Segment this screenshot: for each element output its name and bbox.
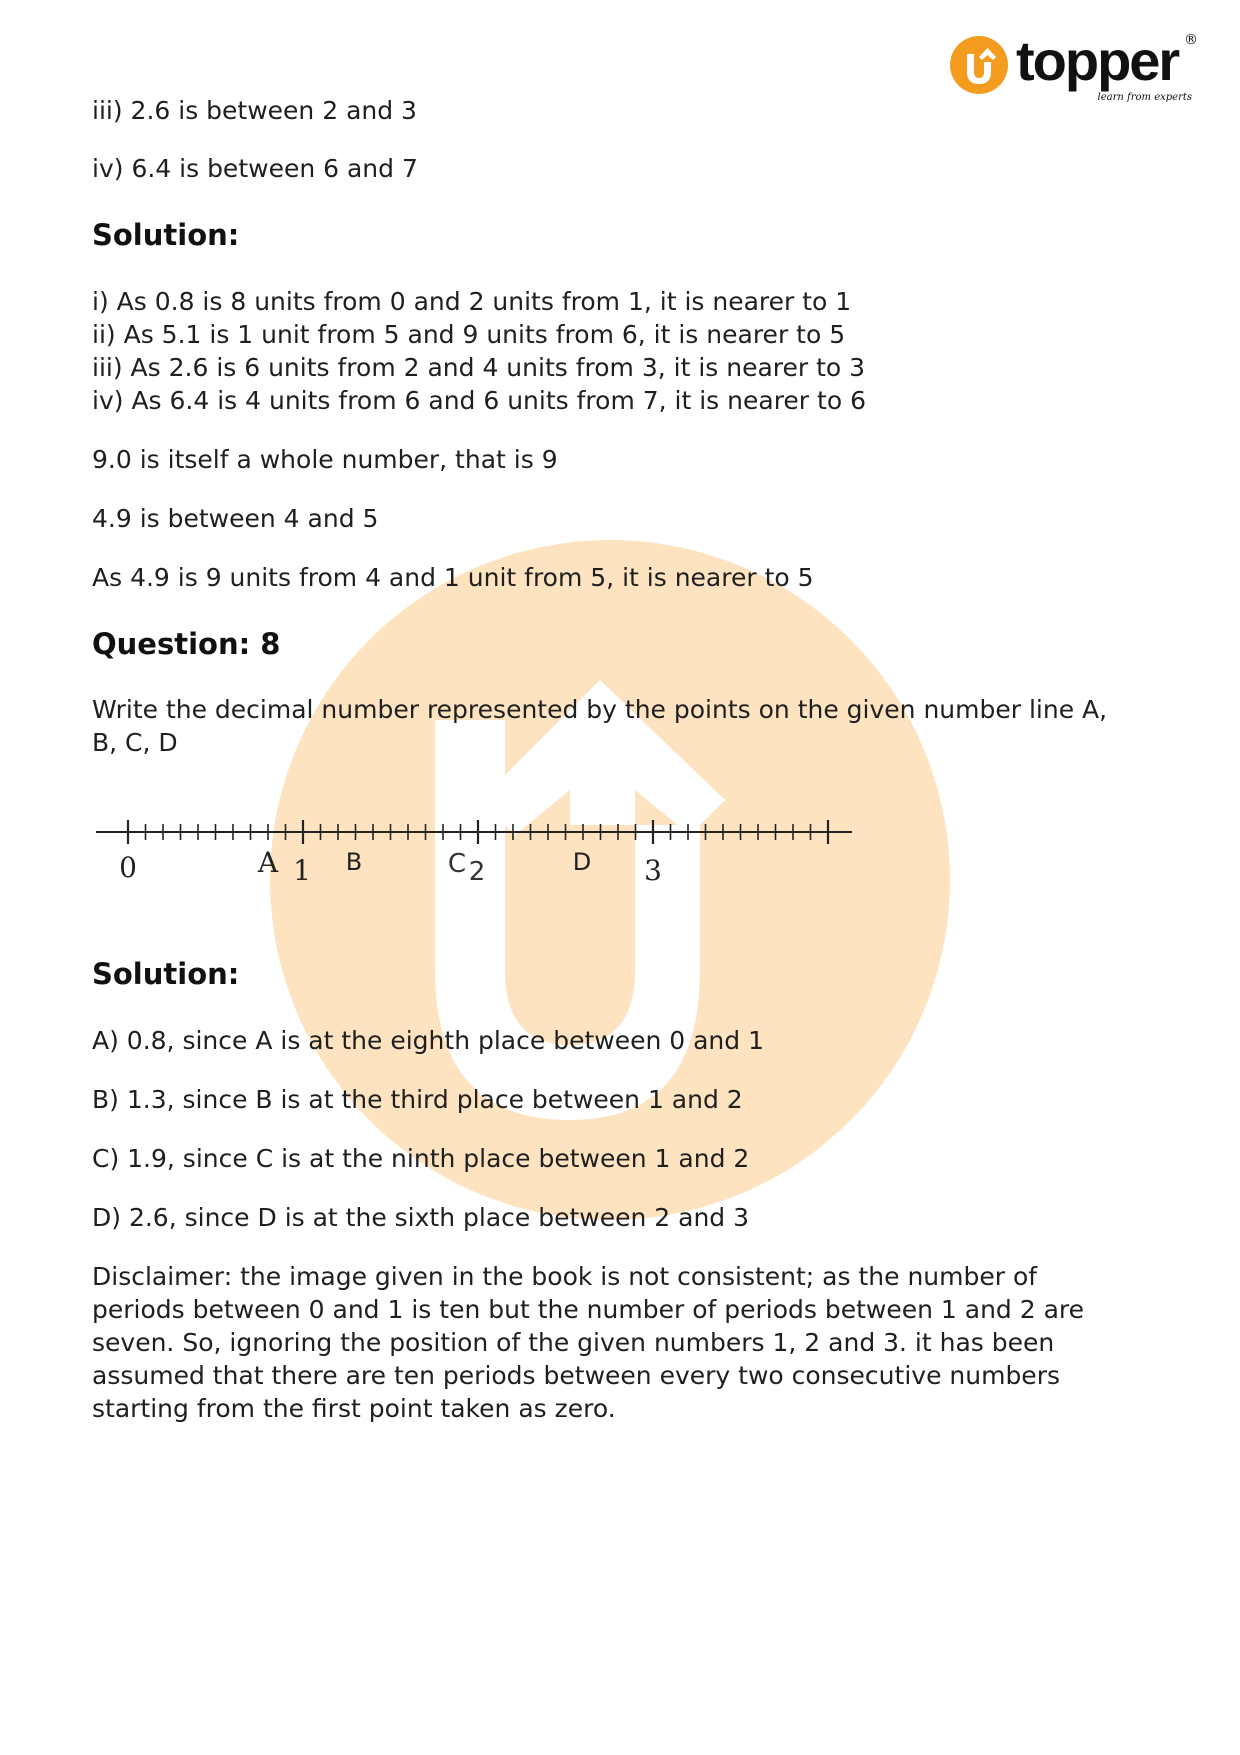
solution-line: i) As 0.8 is 8 units from 0 and 2 units from 1, it is nearer to 1 <box>92 287 852 316</box>
disclaimer-line: seven. So, ignoring the position of the given numbers 1, 2 and 3. it has been <box>92 1328 1055 1357</box>
point-label-d: D <box>572 848 592 876</box>
solution-line: ii) As 5.1 is 1 unit from 5 and 9 units from 6, it is nearer to 5 <box>92 320 846 349</box>
logo-registered-mark: ® <box>1184 32 1198 48</box>
logo-tagline: learn from experts <box>1097 92 1192 103</box>
solution-extra-line: As 4.9 is 9 units from 4 and 1 unit from 5, it is nearer to 5 <box>92 563 814 592</box>
question-text: B, C, D <box>92 728 178 757</box>
brand-logo <box>950 29 1200 112</box>
solution-line: iii) As 2.6 is 6 units from 2 and 4 units from 3, it is nearer to 3 <box>92 353 866 382</box>
solution-extra-line: 9.0 is itself a whole number, that is 9 <box>92 445 558 474</box>
number-label-1: 1 <box>293 854 311 887</box>
solution-extra-line: 4.9 is between 4 and 5 <box>92 504 379 533</box>
solution-heading: Solution: <box>92 957 240 991</box>
disclaimer-line: starting from the first point taken as zero. <box>92 1394 616 1423</box>
intro-line: iii) 2.6 is between 2 and 3 <box>92 96 417 125</box>
answer-line: D) 2.6, since D is at the sixth place between 2 and 3 <box>92 1203 750 1232</box>
question-heading: Question: 8 <box>92 627 281 661</box>
question-text: Write the decimal number represented by the points on the given number line A, <box>92 695 1108 724</box>
solution-heading: Solution: <box>92 218 240 252</box>
number-label-3: 3 <box>644 854 662 887</box>
disclaimer-line: assumed that there are ten periods between every two consecutive numbers <box>92 1361 1060 1390</box>
point-label-a: A <box>257 846 279 879</box>
number-label-2: 2 <box>468 857 486 887</box>
answer-line: A) 0.8, since A is at the eighth place between 0 and 1 <box>92 1026 764 1055</box>
disclaimer-line: Disclaimer: the image given in the book is not consistent; as the number of <box>92 1262 1038 1291</box>
logo-wordmark: topper <box>1016 29 1179 92</box>
answer-line: C) 1.9, since C is at the ninth place between 1 and 2 <box>92 1144 750 1173</box>
answer-line: B) 1.3, since B is at the third place between 1 and 2 <box>92 1085 743 1114</box>
number-line-ticks <box>128 820 828 844</box>
point-label-c: C <box>447 849 467 879</box>
point-label-b: B <box>345 848 363 876</box>
logo-badge-icon <box>950 36 1008 94</box>
number-line-figure <box>92 800 882 900</box>
solution-line: iv) As 6.4 is 4 units from 6 and 6 units from 7, it is nearer to 6 <box>92 386 866 415</box>
intro-line: iv) 6.4 is between 6 and 7 <box>92 154 418 183</box>
number-label-0: 0 <box>119 851 137 884</box>
disclaimer-line: periods between 0 and 1 is ten but the number of periods between 1 and 2 are <box>92 1295 1085 1324</box>
